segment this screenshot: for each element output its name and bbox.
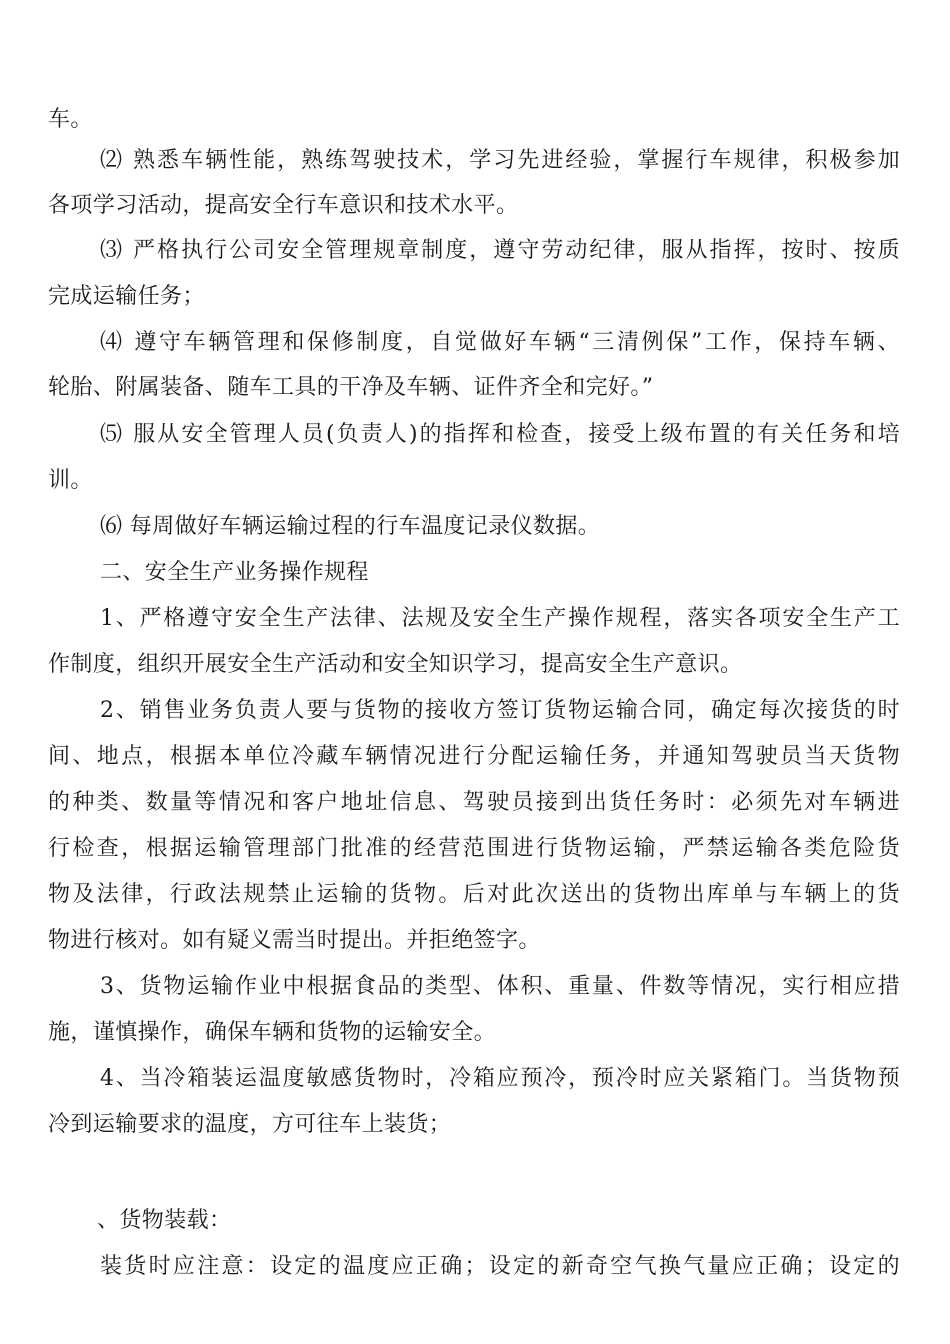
text-line: ⑵ 熟悉车辆性能，熟练驾驶技术，学习先进经验，掌握行车规律，积极参加 <box>100 148 900 173</box>
text-line: ⑷ 遵守车辆管理和保修制度，自觉做好车辆“三清例保”工作，保持车辆、 <box>100 330 900 355</box>
text-line: 4、当冷箱装运温度敏感货物时，冷箱应预冷，预冷时应关紧箱门。当货物预 <box>100 1066 900 1091</box>
text-line: ⑸ 服从安全管理人员(负责人)的指挥和检查，接受上级布置的有关任务和培 <box>100 422 900 447</box>
text-line: 训。 <box>48 468 93 493</box>
text-line: 轮胎、附属装备、随车工具的干净及车辆、证件齐全和完好。” <box>48 375 654 400</box>
text-line: 装货时应注意：设定的温度应正确；设定的新奇空气换气量应正确；设定的 <box>100 1254 900 1279</box>
text-line: 2、销售业务负责人要与货物的接收方签订货物运输合同，确定每次接货的时 <box>100 698 900 723</box>
text-line: 3、货物运输作业中根据食品的类型、体积、重量、件数等情况，实行相应措 <box>100 974 900 999</box>
text-line: 施，谨慎操作，确保车辆和货物的运输安全。 <box>48 1020 497 1045</box>
text-line: 冷到运输要求的温度，方可往车上装货； <box>48 1112 452 1137</box>
text-line: 各项学习活动，提高安全行车意识和技术水平。 <box>48 193 519 218</box>
text-line: 的种类、数量等情况和客户地址信息、驾驶员接到出货任务时：必须先对车辆进 <box>48 790 900 815</box>
text-line: 物及法律，行政法规禁止运输的货物。后对此次送出的货物出库单与车辆上的货 <box>48 882 900 907</box>
text-line: 完成运输任务； <box>48 284 205 309</box>
text-line: 1、严格遵守安全生产法律、法规及安全生产操作规程，落实各项安全生产工 <box>100 606 900 631</box>
text-line: 作制度，组织开展安全生产活动和安全知识学习，提高安全生产意识。 <box>48 652 743 677</box>
text-line: 行检查，根据运输管理部门批准的经营范围进行货物运输，严禁运输各类危险货 <box>48 836 900 861</box>
text-line: ⑶ 严格执行公司安全管理规章制度，遵守劳动纪律，服从指挥，按时、按质 <box>100 238 900 263</box>
section-heading: 二、安全生产业务操作规程 <box>100 560 369 585</box>
text-line: 间、地点，根据本单位冷藏车辆情况进行分配运输任务，并通知驾驶员当天货物 <box>48 744 900 769</box>
text-line: 物进行核对。如有疑义需当时提出。并拒绝签字。 <box>48 928 541 953</box>
text-line: 车。 <box>48 107 93 132</box>
section-heading: 、货物装载： <box>97 1208 232 1233</box>
text-line: ⑹ 每周做好车辆运输过程的行车温度记录仪数据。 <box>100 514 601 539</box>
